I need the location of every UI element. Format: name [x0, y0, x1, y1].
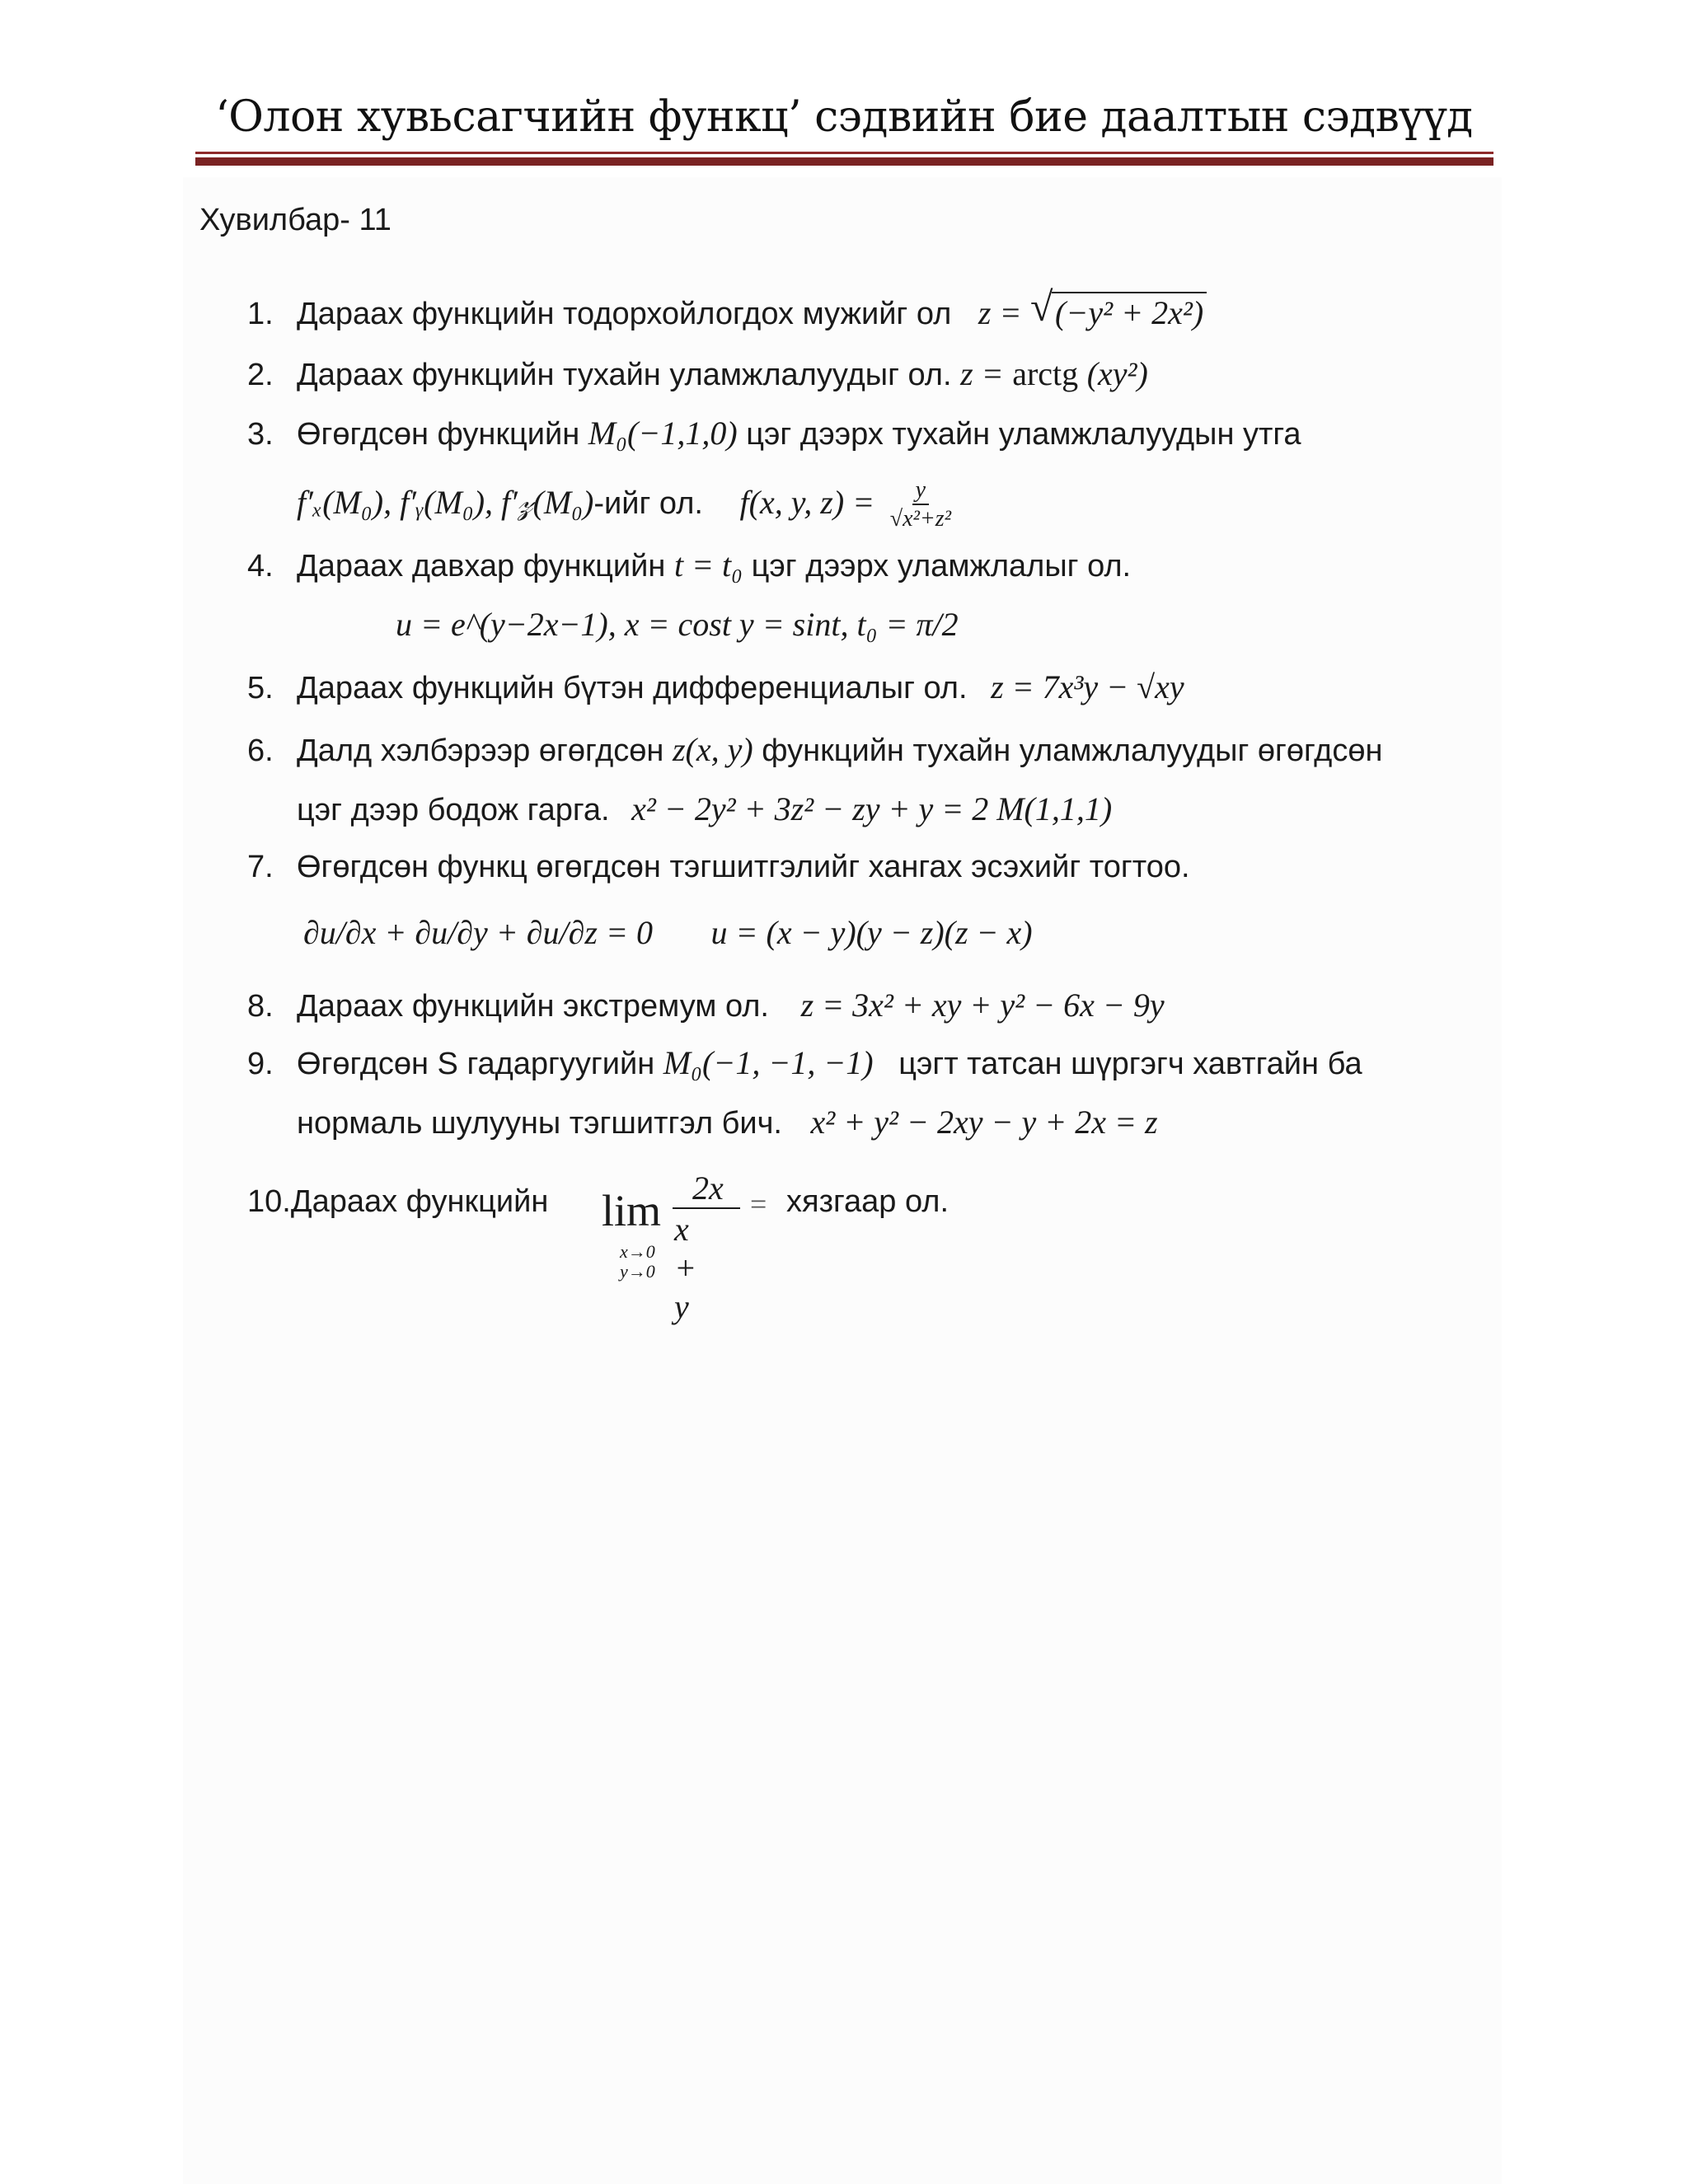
problem-number: 3.: [247, 417, 274, 452]
header-rule-thin: [195, 152, 1493, 154]
math-pde: ∂u/∂x + ∂u/∂y + ∂u/∂z = 0: [303, 914, 653, 951]
problem-text: Өгөгдсөн S гадаргуугийн: [297, 1047, 655, 1081]
problem-text: нормаль шулууны тэгшитгэл бич.: [297, 1106, 782, 1141]
math-lhs: z =: [960, 355, 1004, 392]
variant-label: Хувилбар- 11: [199, 203, 392, 237]
math-expression: x² − 2y² + 3z² − zy + y = 2 M(1,1,1): [631, 790, 1113, 827]
problem-text: Дараах функцийн: [290, 1184, 549, 1219]
problem-text: Дараах функцийн экстремум ол.: [297, 989, 769, 1024]
radicand: (−y² + 2x²): [1052, 292, 1207, 333]
problem-4-line-2: [396, 605, 959, 645]
problem-text: цэг дээрх тухайн уламжлалуудын утга: [746, 417, 1301, 452]
math-argument: (xy²): [1086, 355, 1148, 392]
problem-number: 1.: [247, 297, 274, 331]
problem-7-line-2: [303, 913, 1033, 954]
problem-text: хязгаар ол.: [786, 1184, 950, 1219]
header-rule-thick: [195, 157, 1493, 166]
fraction-numerator: 2x: [692, 1169, 724, 1207]
problem-6-line-2: [297, 790, 1112, 830]
problem-text: Дараах функцийн тодорхойлогдох мужийг ол: [297, 297, 952, 331]
math-expression: z = 3x² + xy + y² − 6x − 9y: [800, 987, 1165, 1024]
fraction-denominator: √x²+z²: [889, 505, 952, 532]
problem-number: 4.: [247, 549, 274, 583]
limit-operator: lim: [602, 1186, 662, 1235]
problem-number: 6.: [247, 733, 274, 768]
problem-2: [247, 354, 1148, 395]
page-title: ‘Олон хувьсагчийн функц’ сэдвийн бие даалтын сэдвүүд: [215, 92, 1473, 142]
limit-subscript-y: y→0: [620, 1261, 655, 1282]
problem-4: [247, 546, 1131, 586]
problem-number: 8.: [247, 989, 274, 1024]
math-point: M₀(−1, −1, −1): [663, 1044, 874, 1081]
math-point: M₀(−1,1,0): [588, 415, 738, 452]
problem-text: Өгөгдсөн функц өгөгдсөн тэгшитгэлийг хангах эсэхийг тогтоо.: [297, 850, 1190, 884]
limit-subscript-x: x→0: [620, 1241, 655, 1262]
problem-3-line-2: [297, 478, 958, 532]
problem-text: Дараах функцийн тухайн уламжлалуудыг ол.: [297, 358, 952, 392]
radical-sign-icon: √: [1030, 284, 1053, 330]
problem-text: -ийг ол.: [593, 486, 703, 522]
problem-text: Дараах давхар функцийн: [297, 549, 666, 583]
problem-9-line-2: [297, 1103, 1158, 1143]
problem-number: 5.: [247, 671, 274, 705]
problem-number: 10.: [247, 1184, 291, 1219]
math-expression: x² + y² − 2xy − y + 2x = z: [810, 1104, 1158, 1141]
math-expression: z = 7x³y − √xy: [991, 668, 1184, 705]
problem-text: Дараах функцийн бүтэн дифференциалыг ол.: [297, 671, 968, 705]
math-function: f(x, y, z) =: [739, 484, 875, 522]
math-expression: u = e^(y−2x−1), x = cost y = sint, t₀ = π/2: [396, 606, 959, 643]
fraction-numerator: y: [912, 478, 929, 505]
fraction-bar: [673, 1207, 740, 1209]
problem-text: Өгөгдсөн функцийн: [297, 417, 580, 452]
problem-number: 9.: [247, 1047, 274, 1081]
problem-9: [247, 1043, 1362, 1084]
problem-text: цэг дээр бодож гарга.: [297, 793, 610, 827]
fraction-denominator: x + y: [674, 1211, 696, 1325]
problem-6: [247, 730, 1382, 771]
problem-7: [247, 847, 1190, 887]
math-lhs: z =: [978, 294, 1022, 331]
problem-1: [247, 284, 1207, 334]
math-derivatives: f′ₓ(M₀), f′ᵧ(M₀), f′𝓏(M₀): [297, 484, 594, 522]
problem-text: цэгт татсан шүргэгч хавтгайн ба: [898, 1047, 1362, 1081]
problem-text: цэг дээрх уламжлалыг ол.: [751, 549, 1132, 583]
math-function: arctg: [1012, 355, 1079, 392]
sqrt-expression: [1030, 284, 1207, 333]
problem-text: Далд хэлбэрээр өгөгдсөн: [297, 733, 664, 768]
problem-number: 2.: [247, 358, 274, 392]
problem-10-tail: [786, 1182, 949, 1221]
math-fraction: [887, 478, 954, 532]
problem-number: 7.: [247, 850, 274, 884]
math-expression: z(x, y): [672, 731, 753, 768]
problem-text: функцийн тухайн уламжлалуудыг өгөгдсөн: [762, 733, 1383, 768]
equals-sign: =: [750, 1188, 767, 1221]
problem-3: [247, 414, 1301, 454]
problem-8: [247, 986, 1165, 1026]
problem-10: [247, 1182, 548, 1221]
math-function: u = (x − y)(y − z)(z − x): [710, 914, 1033, 951]
math-expression: t = t₀: [673, 546, 743, 583]
problem-5: [247, 668, 1184, 708]
